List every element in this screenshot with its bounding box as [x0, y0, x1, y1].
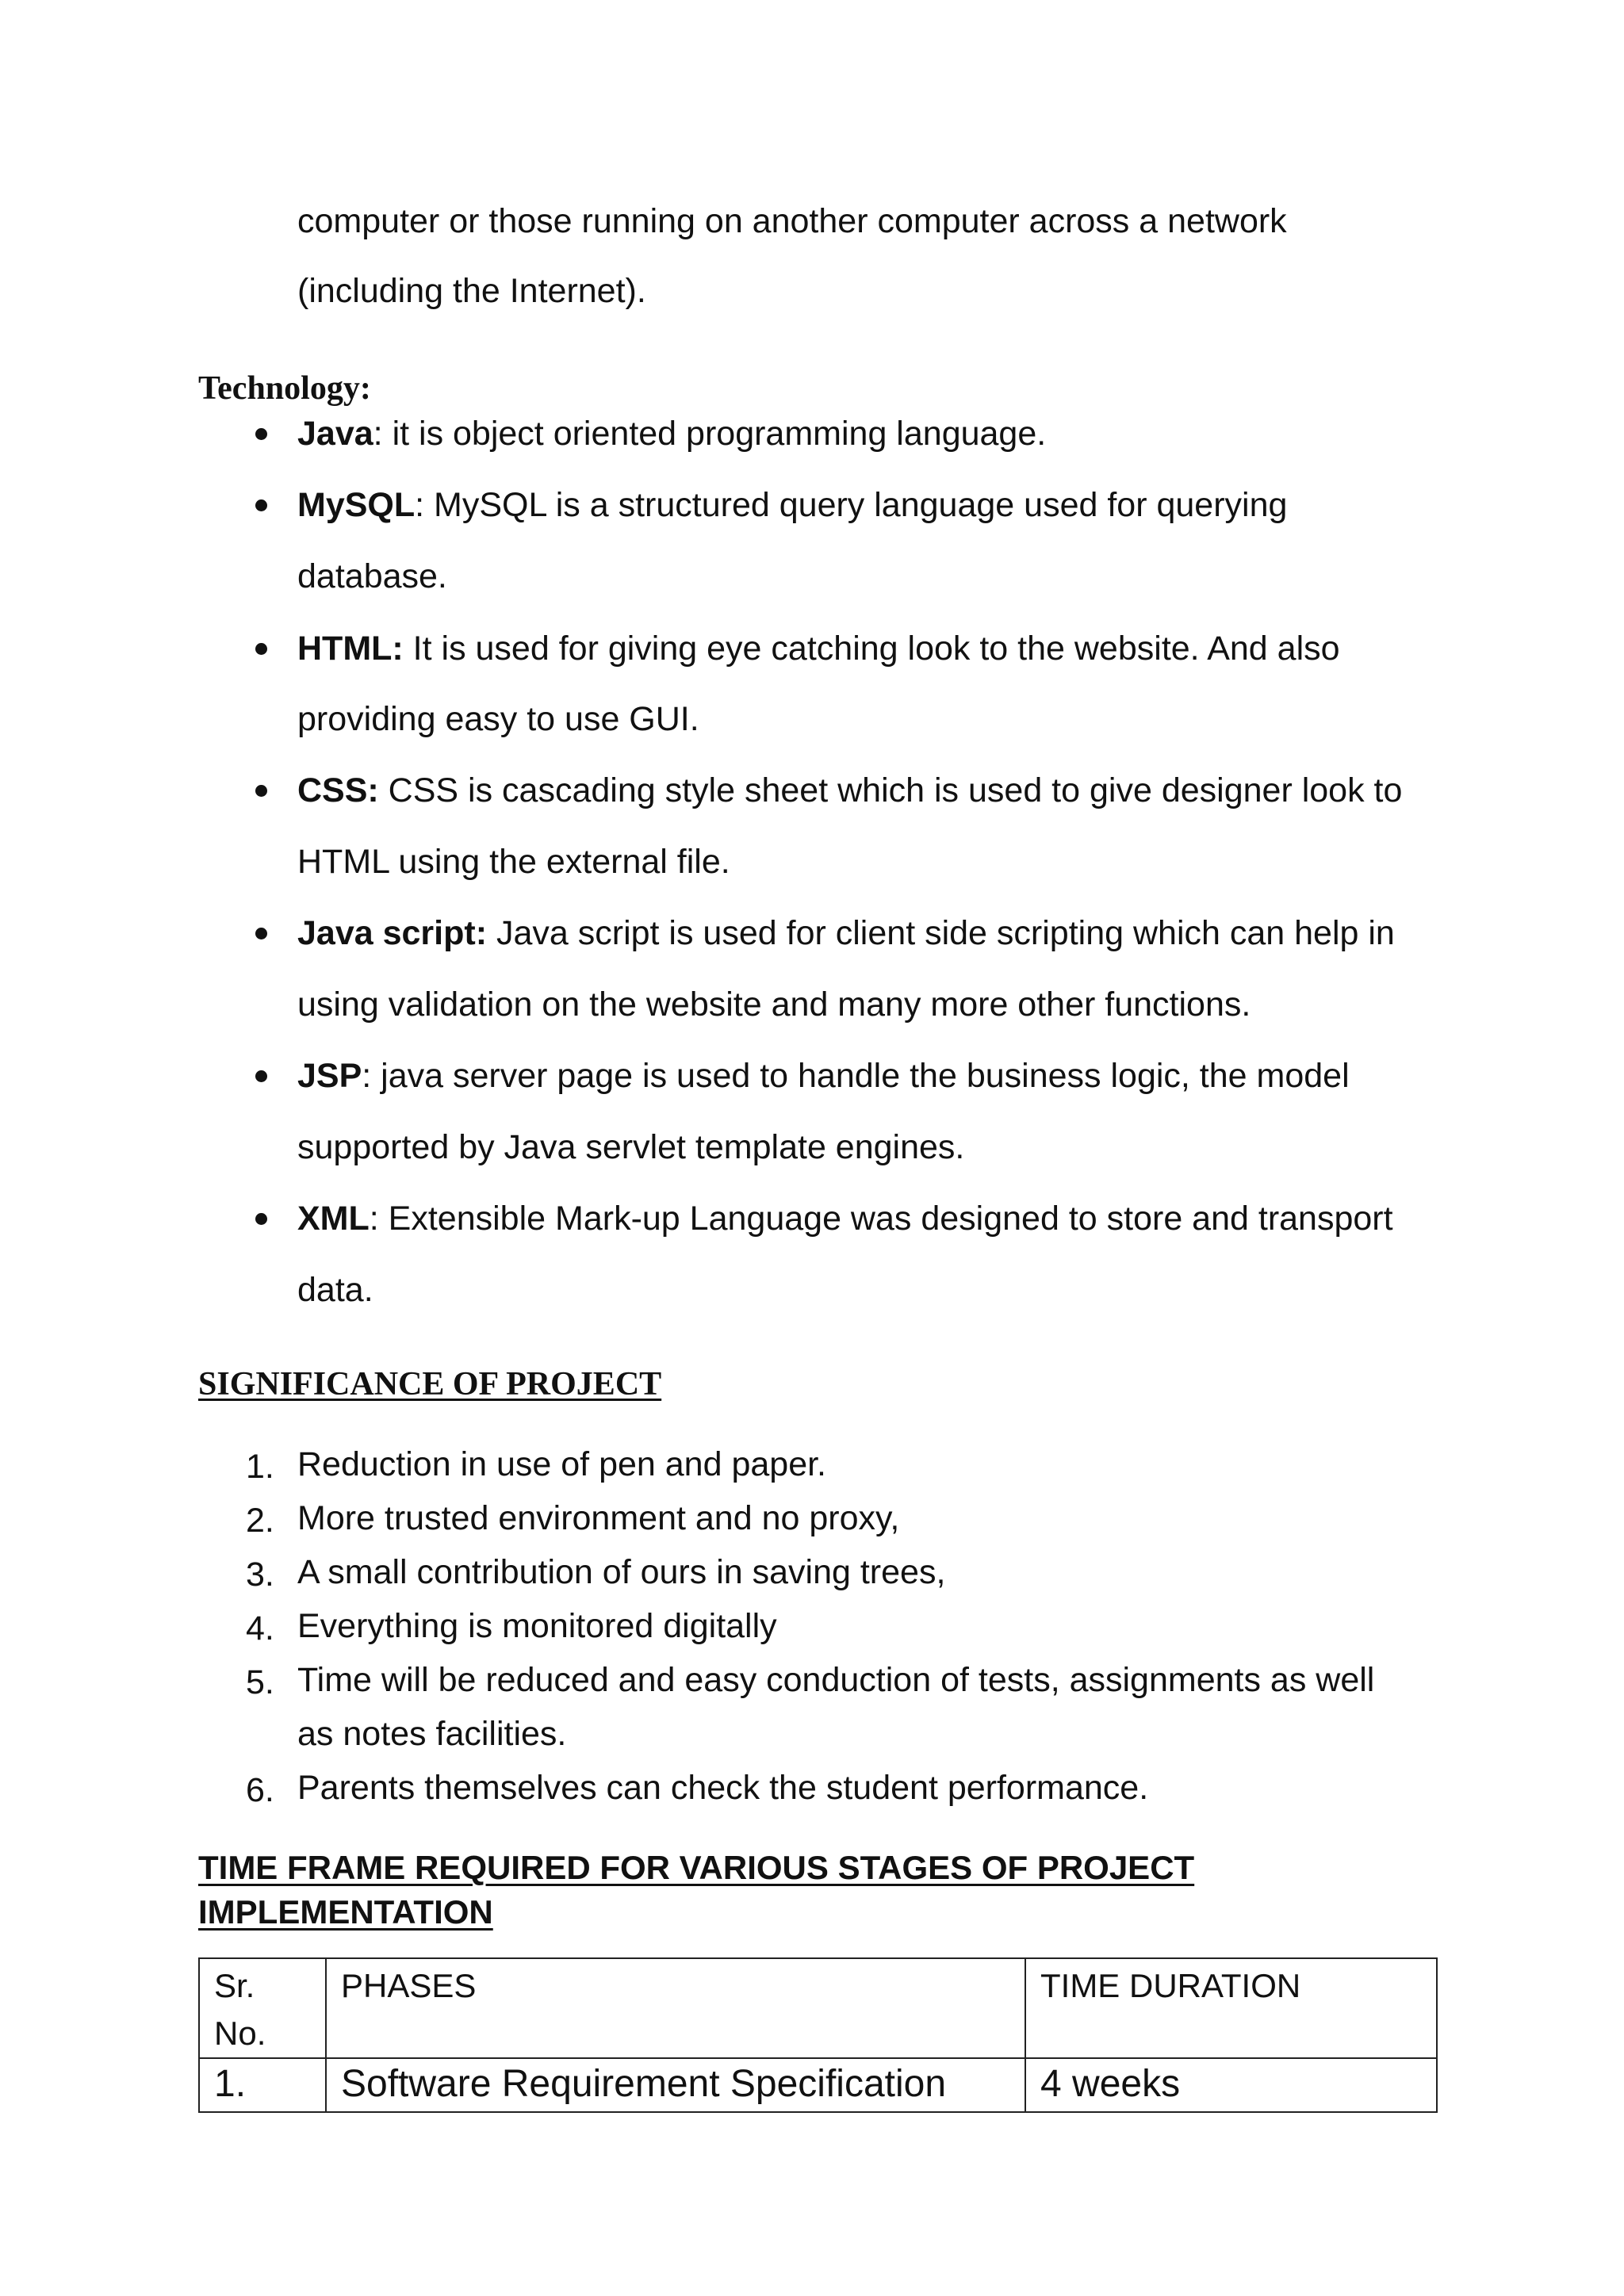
- cell-sr-no: 1.: [199, 2058, 326, 2112]
- tech-item-mysql-cont: database.: [297, 557, 447, 595]
- tech-item-java: Java: it is object oriented programming language.: [297, 415, 1047, 453]
- cell-duration: 4 weeks: [1025, 2058, 1437, 2112]
- list-item: Everything is monitored digitally: [297, 1607, 777, 1645]
- intro-line-1: computer or those running on another computer across a network: [297, 202, 1287, 240]
- bullet-icon: [255, 1070, 267, 1082]
- tech-item-html: HTML: It is used for giving eye catching look to the website. And also: [297, 629, 1340, 668]
- list-item-cont: as notes facilities.: [297, 1715, 567, 1753]
- list-item-number: 1.: [246, 1448, 274, 1486]
- tech-item-xml: XML: Extensible Mark-up Language was designed to store and transport: [297, 1200, 1393, 1238]
- bullet-icon: [255, 928, 267, 939]
- tech-item-jsp: JSP: java server page is used to handle the business logic, the model: [297, 1057, 1350, 1095]
- header-sr-no: Sr. No.: [199, 1958, 326, 2058]
- tech-item-mysql: MySQL: MySQL is a structured query language used for querying: [297, 486, 1288, 524]
- list-item: Reduction in use of pen and paper.: [297, 1445, 827, 1483]
- list-item-number: 2.: [246, 1502, 274, 1540]
- bullet-icon: [255, 428, 267, 440]
- list-item: Time will be reduced and easy conduction of tests, assignments as well: [297, 1661, 1375, 1699]
- bullet-icon: [255, 499, 267, 511]
- list-item: Parents themselves can check the student performance.: [297, 1769, 1149, 1807]
- list-item: More trusted environment and no proxy,: [297, 1499, 900, 1537]
- list-item-number: 5.: [246, 1663, 274, 1701]
- intro-line-2: (including the Internet).: [297, 272, 646, 310]
- list-item-number: 6.: [246, 1771, 274, 1809]
- list-item-number: 3.: [246, 1556, 274, 1594]
- tech-item-css: CSS: CSS is cascading style sheet which is used to give designer look to: [297, 771, 1403, 809]
- tech-item-jsp-cont: supported by Java servlet template engines.: [297, 1128, 965, 1166]
- technology-heading: Technology:: [198, 370, 371, 407]
- timeframe-table: [198, 1957, 1438, 2113]
- header-phases: PHASES: [326, 1958, 1025, 2058]
- timeframe-heading-line-1: TIME FRAME REQUIRED FOR VARIOUS STAGES OF PROJECT: [198, 1849, 1195, 1886]
- tech-item-javascript: Java script: Java script is used for client side scripting which can help in: [297, 914, 1395, 952]
- cell-phase: Software Requirement Specification: [326, 2058, 1025, 2112]
- tech-item-javascript-cont: using validation on the website and many more other functions.: [297, 985, 1251, 1024]
- tech-item-css-cont: HTML using the external file.: [297, 843, 730, 881]
- list-item: A small contribution of ours in saving trees,: [297, 1553, 946, 1591]
- list-item-number: 4.: [246, 1609, 274, 1647]
- significance-heading: SIGNIFICANCE OF PROJECT: [198, 1366, 662, 1402]
- tech-item-html-cont: providing easy to use GUI.: [297, 700, 699, 738]
- table-header-row: [199, 1958, 1437, 2058]
- timeframe-heading-line-2: IMPLEMENTATION: [198, 1893, 493, 1931]
- table-row: [199, 2058, 1437, 2112]
- header-time-duration: TIME DURATION: [1025, 1958, 1437, 2058]
- tech-item-xml-cont: data.: [297, 1271, 373, 1309]
- bullet-icon: [255, 1213, 267, 1225]
- bullet-icon: [255, 643, 267, 655]
- bullet-icon: [255, 785, 267, 797]
